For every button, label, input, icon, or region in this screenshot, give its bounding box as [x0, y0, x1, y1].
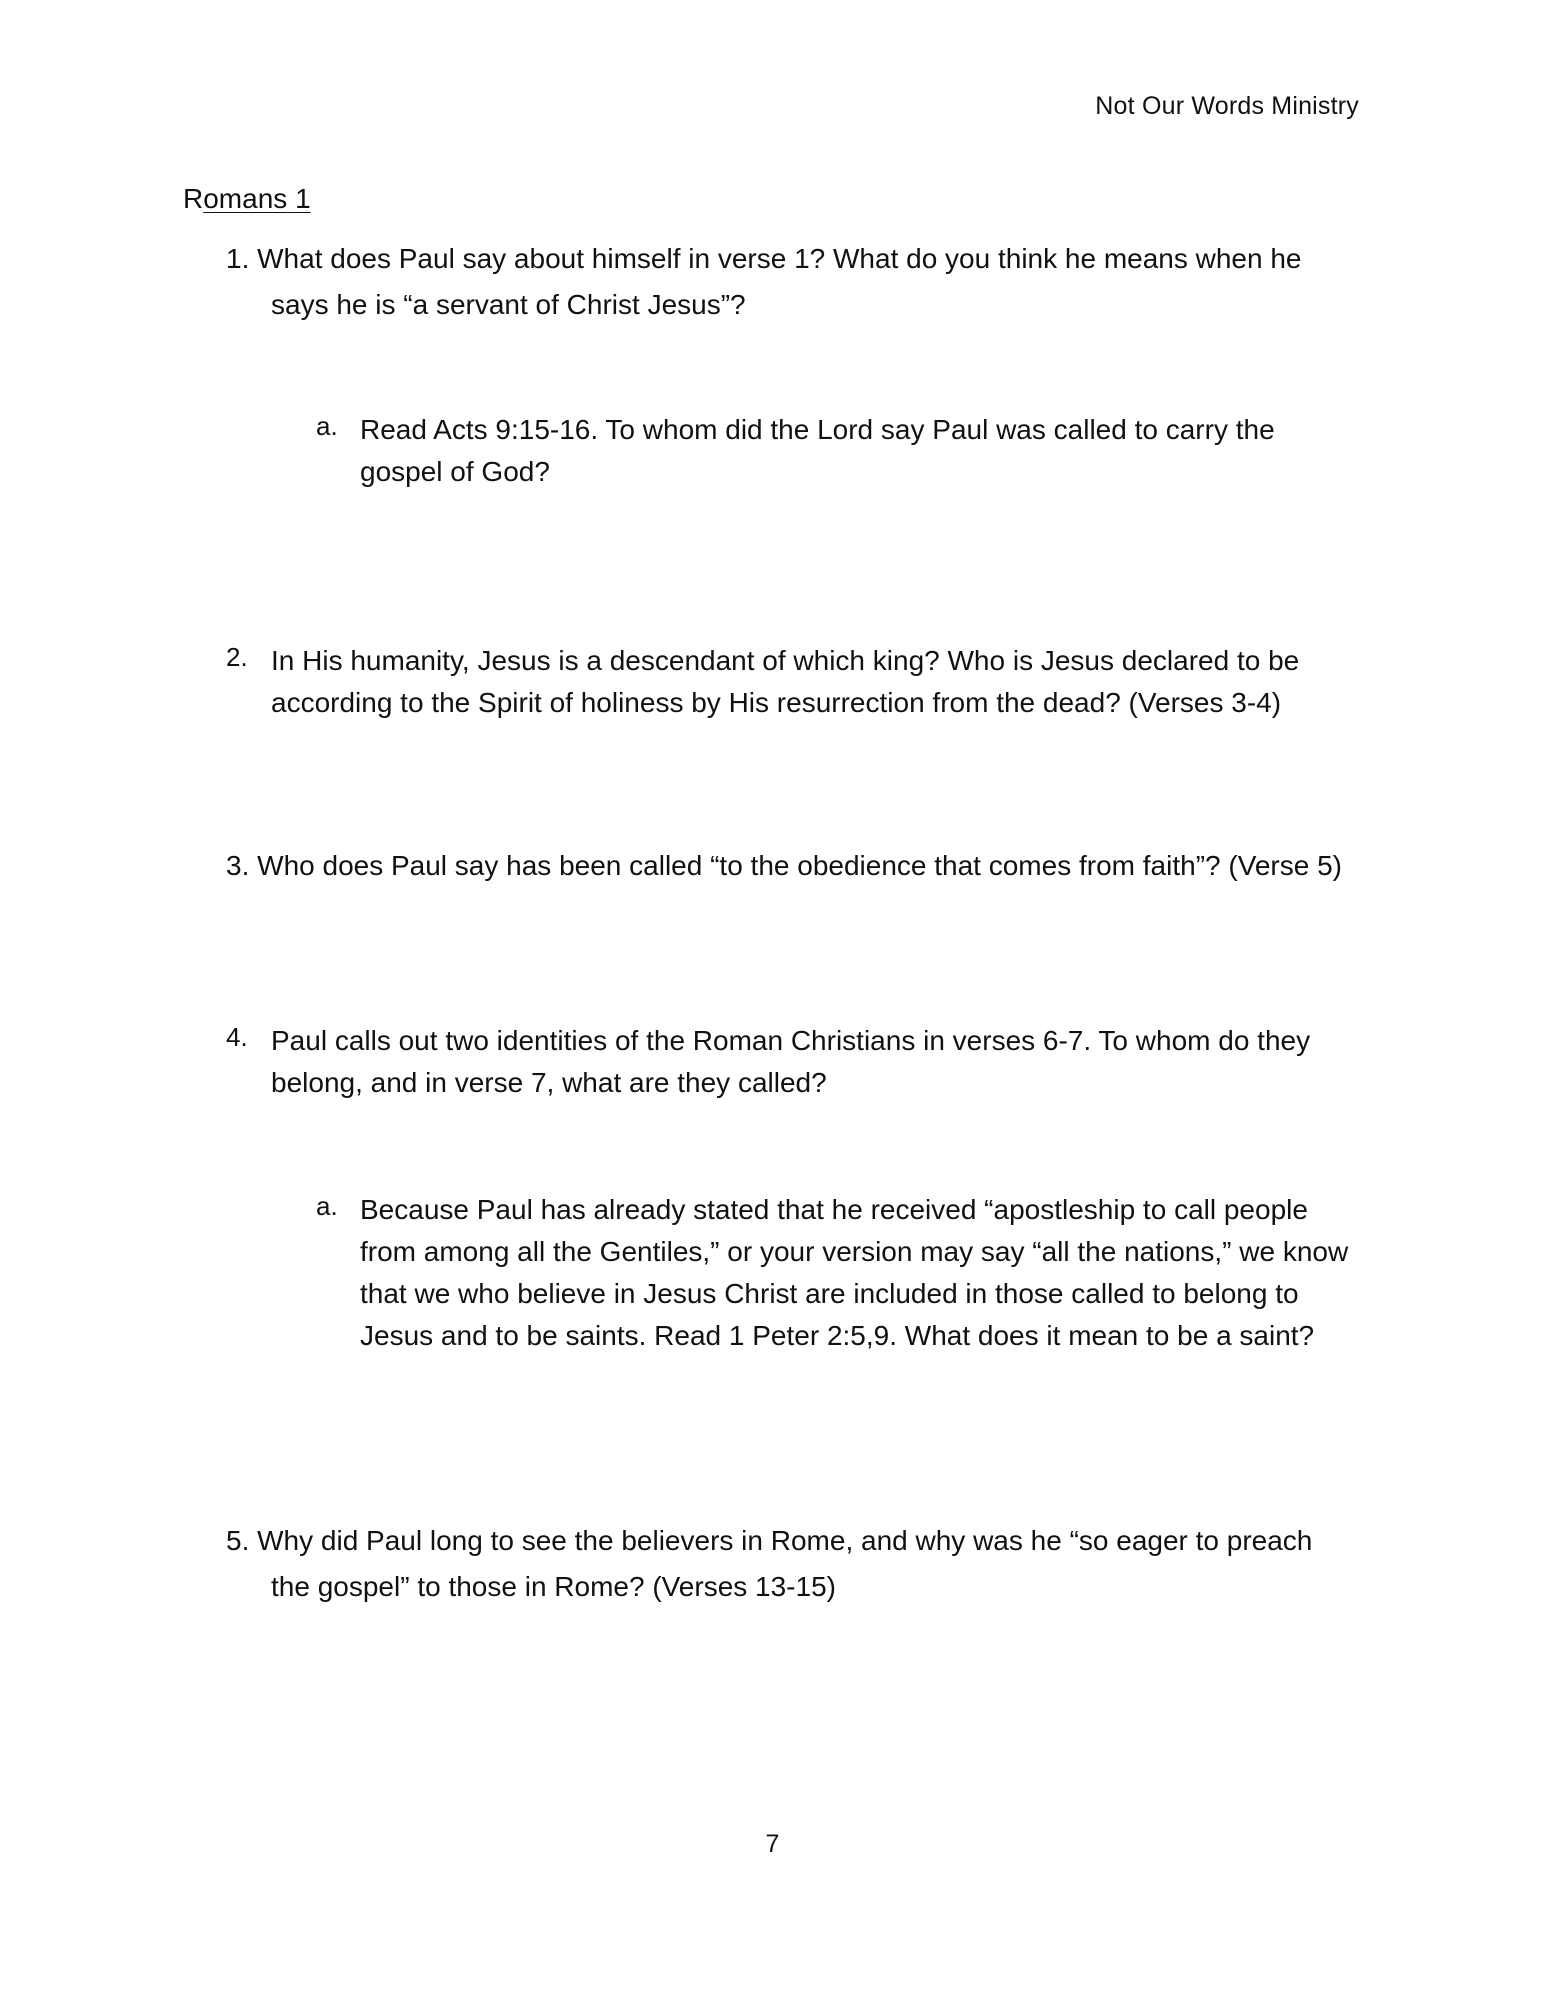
sub-question-letter: a. [316, 1191, 338, 1221]
question-5 [226, 1518, 1356, 1610]
sub-question-letter: a. [316, 411, 338, 441]
section-title-underlined: omans 1 [203, 183, 311, 214]
question-number: 2. [226, 642, 248, 672]
question-number: 3. [226, 850, 250, 881]
question-2 [226, 640, 1356, 724]
section-title-initial: R [183, 183, 204, 214]
section-title [183, 183, 311, 215]
question-text: Paul calls out two identities of the Roman Christians in verses 6-7. To whom do they belong, and in verse 7, what are they called? [271, 1025, 1311, 1098]
sub-question-text: Read Acts 9:15-16. To whom did the Lord say Paul was called to carry the gospel of God? [360, 414, 1275, 487]
question-text: Who does Paul say has been called “to the obedience that comes from faith”? (Verse 5) [257, 850, 1342, 881]
question-3 [226, 843, 1356, 889]
question-text: In His humanity, Jesus is a descendant of which king? Who is Jesus declared to be according to the Spirit of holiness by His resurrection from the dead? (Verses 3-4) [271, 645, 1300, 718]
question-text: 5. Why did Paul long to see the believers in Rome, and why was he “so eager to preach the gospel” to those in Rome? (Verses 13-15) [226, 1525, 1313, 1602]
question-text: 1. What does Paul say about himself in verse 1? What do you think he means when he says he is “a servant of Christ Jesus”? [226, 243, 1302, 320]
question-4 [226, 1020, 1356, 1104]
sub-question-text: Because Paul has already stated that he received “apostleship to call people from among all the Gentiles,” or your version may say “all the nations,” we know that we who believe in Jesus Christ are included in those called to belong to Jesus and to be saints. Read 1 Peter 2:5,9. What does it mean to be a saint? [360, 1194, 1349, 1351]
question-number: 4. [226, 1022, 248, 1052]
running-header: Not Our Words Ministry [1095, 92, 1359, 120]
question-4a [316, 1189, 1361, 1357]
question-1a [316, 409, 1361, 493]
page-number: 7 [765, 1830, 780, 1858]
question-1 [226, 236, 1356, 328]
